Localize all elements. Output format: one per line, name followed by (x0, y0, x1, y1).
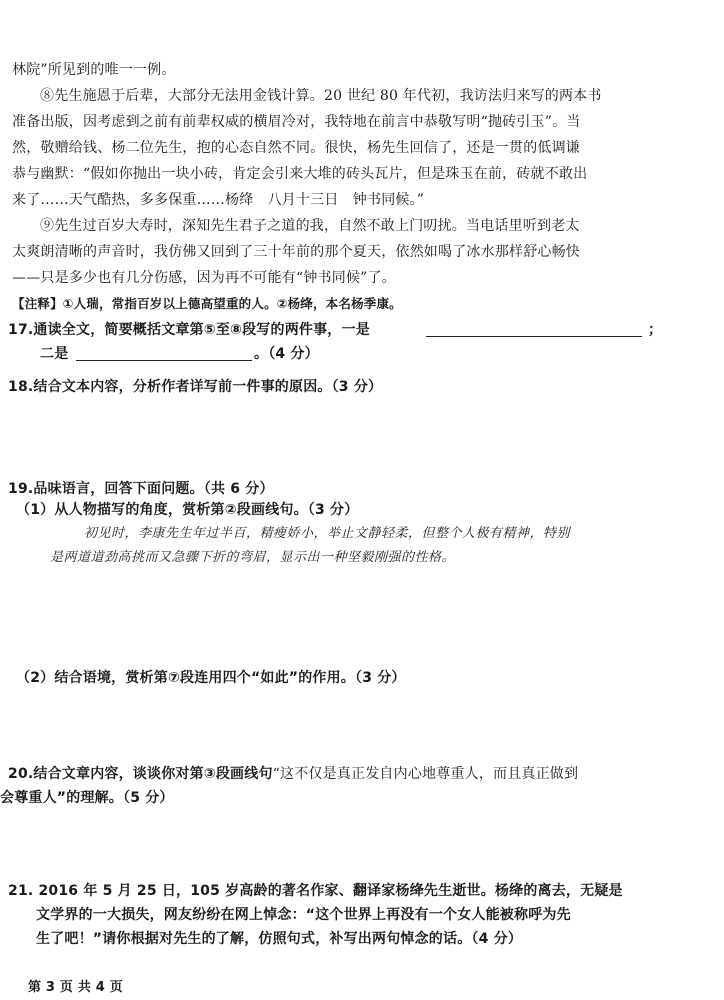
question-19: 19.品味语言，回答下面问题。（共 6 分） (8, 481, 274, 497)
question-21-line: 文学界的一大损失，网友纷纷在网上悼念：“这个世界上再没有一个女人能被称呼为先 (36, 907, 571, 923)
question-17-part2-label: 二是 (40, 346, 69, 362)
handwritten-answer-line: 初见时，李康先生年过半百，精瘦娇小，举止文静轻柔，但整个人极有精神，特别 (84, 526, 571, 541)
answer-area-18[interactable] (8, 400, 708, 476)
question-17-stem: 17.通读全文，简要概括文章第⑤至⑧段写的两件事，一是 (8, 322, 370, 338)
question-21-line: 生了吧！”请你根据对先生的了解，仿照句式，补写出两句悼念的话。（4 分） (36, 931, 523, 947)
question-20-stem: 20.结合文章内容，谈谈你对第③段画线句 (8, 766, 273, 782)
answer-area-20[interactable] (8, 812, 708, 878)
answer-area-19-1[interactable] (8, 572, 708, 662)
question-20-line2 (0, 788, 174, 808)
page-number: 第 3 页 共 4 页 (28, 980, 123, 995)
passage-para8-line: 恭与幽默：“假如你抛出一块小砖，肯定会引来大堆的砖头瓦片，但是珠玉在前，砖就不敢出 (12, 166, 588, 182)
question-20-quote: “这不仅是真正发自内心地尊重人，而且真正做到 (272, 766, 579, 782)
passage-para8-line: 准备出版，因考虑到之前有前辈权威的横眉冷对，我特地在前言中恭敬写明“抛砖引玉”。当 (12, 114, 581, 130)
answer-area-19-2[interactable] (8, 692, 708, 758)
question-20-line1 (8, 764, 578, 784)
passage-para9-line: ——只是多少也有几分伤感，因为再不可能有“钟书同候”了。 (12, 270, 396, 286)
question-17-semicolon: ； (648, 322, 663, 338)
question-21-line: 21. 2016 年 5 月 25 日，105 岁高龄的著名作家、翻译家杨绛先生逝世。杨绛的离去，无疑是 (8, 883, 623, 899)
question-20-quote-end: 会尊重人” (0, 790, 67, 806)
question-18: 18.结合文本内容，分析作者详写前一件事的原因。（3 分） (8, 379, 383, 395)
passage-para8-line: ⑧先生施恩于后辈，大部分无法用金钱计算。20 世纪 80 年代初，我访法归来写的两本书 (40, 88, 602, 104)
answer-blank-17b[interactable] (76, 360, 252, 361)
passage-para9-line: 太爽朗清晰的声音时，我仿佛又回到了三十年前的那个夏天，依然如喝了冰水那样舒心畅快 (12, 244, 580, 260)
question-19-1: （1）从人物描写的角度，赏析第②段画线句。（3 分） (16, 502, 359, 518)
passage-para8-line: 来了……天气酷热，多多保重……杨绛 八月十三日 钟书同候。” (12, 192, 425, 208)
question-19-2: （2）结合语境，赏析第⑦段连用四个“如此”的作用。（3 分） (16, 670, 406, 686)
handwritten-answer-line: 是两道道劲高挑而又急骤下折的弯眉，显示出一种坚毅刚强的性格。 (50, 550, 456, 565)
passage-line: 林院”所见到的唯一一例。 (12, 62, 176, 78)
question-17-score: 。（4 分） (254, 346, 319, 362)
passage-para9-line: ⑨先生过百岁大寿时，深知先生君子之道的我，自然不敢上门叨扰。当电话里听到老太 (40, 218, 580, 234)
passage-para8-line: 然，敬赠给钱、杨二位先生，抱的心态自然不同。很快，杨先生回信了，还是一贯的低调谦 (12, 140, 580, 156)
answer-blank-17a[interactable] (426, 336, 642, 337)
annotation-note: 【注释】①人瑞，常指百岁以上德高望重的人。②杨绛，本名杨季康。 (12, 296, 402, 311)
question-20-score: 的理解。（5 分） (66, 790, 174, 806)
